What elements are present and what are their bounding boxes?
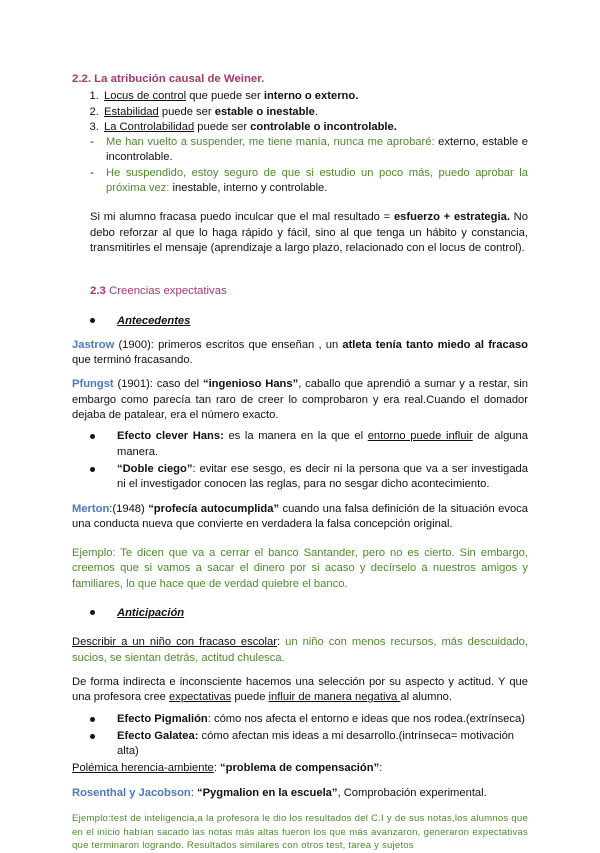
bullet-icon [90,717,95,722]
list-item: Efecto Galatea: cómo afectan mis ideas a mi desarrollo.(intrínseca= motivación alta) [90,729,528,760]
weiner-paragraph: Si mi alumno fracasa puedo inculcar que el mal resultado = esfuerzo + estrategia. No debo reforzar al que lo haga rápido y fácil, sino al que tenga un hábito y constancia, transmitirles el mensaje (aprendizaje a largo plazo, relacionado con el locus de control). [90,211,528,254]
merton-paragraph: Merton:(1948) “profecía autocumplida” cuando una falsa definición de la situación evoca una conducta nueva que convierte en verdadera la falsa concepción original. [72,502,528,530]
efectos-list [72,712,528,760]
polemica-paragraph: Polémica herencia-ambiente: “problema de compensación”: [72,762,383,775]
bullet-icon [90,318,95,323]
attribution-item-controlabilidad: 3. La Controlabilidad puede ser controlable o incontrolable. [102,120,528,135]
rosenthal-paragraph: Rosenthal y Jacobson: “Pygmalion en la escuela”, Comprobación experimental. [72,786,487,799]
example-item: - He suspendido, estoy seguro de que si estudio un poco más, puedo aprobar la próxima vez: inestable, interno y controlable. [90,166,528,197]
example-item: - Me han vuelto a suspender, me tiene manía, nunca me aprobaré: externo, estable e incontrolable. [90,135,528,166]
attribution-examples [72,135,528,196]
list-item: “Doble ciego”: evitar ese sesgo, es decir ni la persona que va a ser investigada ni el investigador conocen las reglas, para no sesgar dicho acontecimiento. [90,462,528,493]
forma-paragraph: De forma indirecta e inconsciente hacemos una selección por su aspecto y actitud. Y que una profesora cree expectativas puede influir de manera negativa al alumno. [72,675,528,704]
jastrow-paragraph: Jastrow (1900): primeros escritos que enseñan , un atleta tenía tanto miedo al fracaso que terminó fracasando. [72,338,528,367]
bullet-icon [90,434,95,439]
attribution-item-locus: 1. Locus de control que puede ser interno o externo. [102,89,528,104]
section-2-2-title: 2.2. La atribución causal de Weiner. [72,73,265,85]
list-item: Efecto clever Hans: es la manera en la que el entorno puede influir de alguna manera. [90,429,528,460]
section-2-3-title: 2.3 Creencias expectativas [90,285,227,298]
example-test-inteligencia: Ejemplo:test de inteligencia,a la profesora le dio los resultados del C.I y de sus notas,los alumnos que en el inicio habían sacado las notas más altas fueron los que más avanzaron, generaron expectativas que terminaron logrando. Resultados similares con otros test, tarea y sujetos [72,812,528,852]
attribution-item-estabilidad: 2. Estabilidad puede ser estable o inestable. [102,105,528,120]
bullet-icon [90,467,95,472]
example-banco: Ejemplo: Te dicen que va a cerrar el banco Santander, pero no es cierto. Sin embargo, creemos que si vamos a sacar el dinero por si acaso y decírselo a nuestros amigos y familiares, lo que hace que de verdad quiebre el banco. [72,547,528,590]
subheading-anticipacion: Anticipación [72,606,528,621]
list-item: Efecto Pigmalión: cómo nos afecta el entorno e ideas que nos rodea.(extrínseca) [90,712,528,727]
pfungst-paragraph: Pfungst (1901): caso del “ingenioso Hans”, caballo que aprendió a sumar y a restar, sin embargo como parecía tan raro de creer lo comprobaron y era real.Cuando el domador dejaba de patalear, era el número exacto. [72,378,528,422]
subheading-antecedentes: Antecedentes [72,314,528,329]
attribution-list [72,89,528,135]
clever-hans-list [72,429,528,492]
bullet-icon [90,734,95,739]
describir-paragraph: Describir a un niño con fracaso escolar: un niño con menos recursos, más descuidado, sucios, se sientan detrás, actitud chulesca. [72,636,528,664]
bullet-icon [90,610,95,615]
